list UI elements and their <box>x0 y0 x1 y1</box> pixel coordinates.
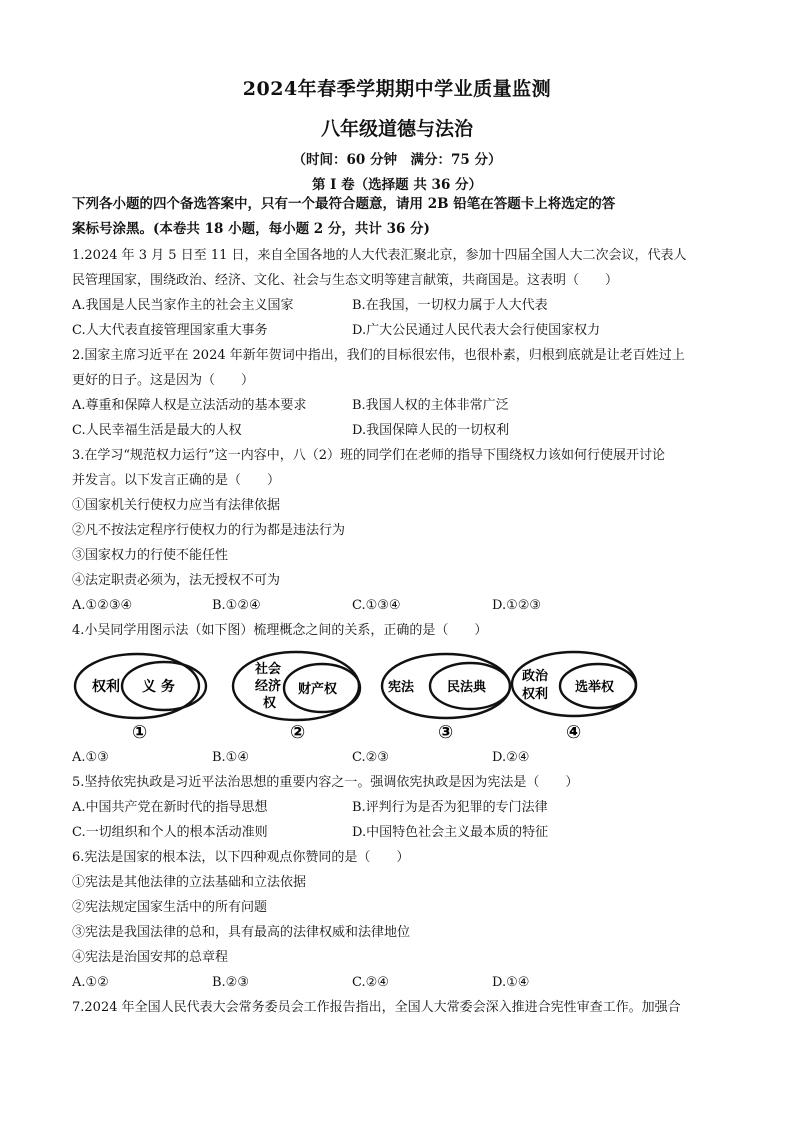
instructions-line-1: 下列各小题的四个备选答案中，只有一个最符合题意，请用 2B 铅笔在答题卡上将选定的答 <box>72 196 616 212</box>
q1-option-b: B.在我国，一切权力属于人大代表 <box>352 298 548 313</box>
exam-title: 2024年春季学期期中学业质量监测 <box>242 78 552 100</box>
diagram-number: ② <box>290 722 306 743</box>
q4-option-c: C.②③ <box>352 750 389 765</box>
q3-option-d: D.①②③ <box>492 598 542 613</box>
q6-option-d: D.①④ <box>492 975 530 990</box>
q2-stem-2: 更好的日子。这是因为（ ） <box>72 373 255 388</box>
q3-statement-4: ④法定职责必须为，法无授权不可为 <box>72 573 281 588</box>
q1-stem-1: 1.2024 年 3 月 5 日至 11 日，来自全国各地的人大代表汇聚北京，参加十四届全国人大二次会议，代表人 <box>72 248 687 263</box>
q6-statement-1: ①宪法是其他法律的立法基础和立法依据 <box>72 875 307 890</box>
exam-meta: （时间：60 分钟 满分：75 分） <box>292 152 502 168</box>
outer-label: 权利 <box>522 687 549 702</box>
q4-stem: 4.小吴同学用图示法（如下图）梳理概念之间的关系，正确的是（ ） <box>72 623 488 638</box>
q2-option-c: C.人民幸福生活是最大的人权 <box>72 423 242 438</box>
q1-stem-2: 民管理国家，围绕政治、经济、文化、社会与生态文明等建言献策，共商国是。这表明（ ） <box>72 273 619 288</box>
inner-label: 财产权 <box>298 682 338 697</box>
q1-option-d: D.广大公民通过人民代表大会行使国家权力 <box>352 323 601 338</box>
q2-stem-1: 2.国家主席习近平在 2024 年新年贺词中指出，我们的目标很宏伟，也很朴素，归根到底就是让老百姓过上 <box>72 348 685 363</box>
outer-label: 权 <box>263 696 277 711</box>
q1-option-a: A.我国是人民当家作主的社会主义国家 <box>72 298 294 313</box>
outer-label: 权利 <box>92 679 120 695</box>
diagram-number: ④ <box>566 722 582 743</box>
q3-stem-2: 并发言。以下发言正确的是（ ） <box>72 473 281 488</box>
q4-option-b: B.①④ <box>212 750 249 765</box>
q6-statement-3: ③宪法是我国法律的总和，具有最高的法律权威和法律地位 <box>72 925 411 940</box>
q6-stem: 6.宪法是国家的根本法，以下四种观点你赞同的是（ ） <box>72 850 410 865</box>
outer-ellipse <box>512 652 636 716</box>
q5-option-a: A.中国共产党在新时代的指导思想 <box>72 800 268 815</box>
q6-statement-2: ②宪法规定国家生活中的所有问题 <box>72 900 268 915</box>
q5-option-b: B.评判行为是否为犯罪的专门法律 <box>352 800 548 815</box>
q3-option-c: C.①③④ <box>352 598 401 613</box>
instructions-line-2: 案标号涂黑。(本卷共 18 小题，每小题 2 分，共计 36 分) <box>72 221 430 237</box>
q1-option-c: C.人大代表直接管理国家重大事务 <box>72 323 268 338</box>
q6-option-a: A.①② <box>72 975 109 990</box>
q3-stem-1: 3.在学习“规范权力运行”这一内容中，八（2）班的同学们在老师的指导下围绕权力该如何行使展开讨论 <box>72 448 665 463</box>
q6-statement-4: ④宪法是治国安邦的总章程 <box>72 950 229 965</box>
inner-label: 义 务 <box>142 679 175 695</box>
q3-option-b: B.①②④ <box>212 598 261 613</box>
outer-label: 经济 <box>255 679 282 694</box>
q3-statement-2: ②凡不按法定程序行使权力的行为都是违法行为 <box>72 523 346 538</box>
diagram-item-2 <box>233 652 360 743</box>
q2-option-d: D.我国保障人民的一切权利 <box>352 423 510 438</box>
q3-option-a: A.①②③④ <box>72 598 133 613</box>
outer-label: 政治 <box>522 669 549 684</box>
section-heading: 第 I 卷（选择题 共 36 分） <box>311 177 483 193</box>
concept-diagram <box>72 644 642 744</box>
q3-statement-3: ③国家权力的行使不能任性 <box>72 548 229 563</box>
q2-option-a: A.尊重和保障人权是立法活动的基本要求 <box>72 398 307 413</box>
inner-label: 民法典 <box>447 680 487 695</box>
q4-option-d: D.②④ <box>492 750 530 765</box>
q6-option-c: C.②④ <box>352 975 389 990</box>
q5-stem: 5.坚持依宪执政是习近平法治思想的重要内容之一。强调依宪执政是因为宪法是（ ） <box>72 775 579 790</box>
diagram-item-3 <box>382 654 510 743</box>
diagram-number: ① <box>132 722 148 743</box>
diagram-number: ③ <box>438 722 454 743</box>
q5-option-c: C.一切组织和个人的根本活动准则 <box>72 825 268 840</box>
diagram-item-4 <box>512 652 636 743</box>
q7-stem: 7.2024 年全国人民代表大会常务委员会工作报告指出，全国人大常委会深入推进合宪性审查工作。加强合 <box>72 1000 681 1015</box>
outer-label: 宪法 <box>388 680 415 695</box>
q3-statement-1: ①国家机关行使权力应当有法律依据 <box>72 498 281 513</box>
q2-option-b: B.我国人权的主体非常广泛 <box>352 398 509 413</box>
q5-option-d: D.中国特色社会主义最本质的特征 <box>352 825 549 840</box>
inner-label: 选举权 <box>575 680 615 695</box>
q4-option-a: A.①③ <box>72 750 109 765</box>
exam-subject: 八年级道德与法治 <box>320 118 473 140</box>
q6-option-b: B.②③ <box>212 975 249 990</box>
outer-label: 社会 <box>255 662 282 677</box>
diagram-item-1 <box>75 654 206 743</box>
